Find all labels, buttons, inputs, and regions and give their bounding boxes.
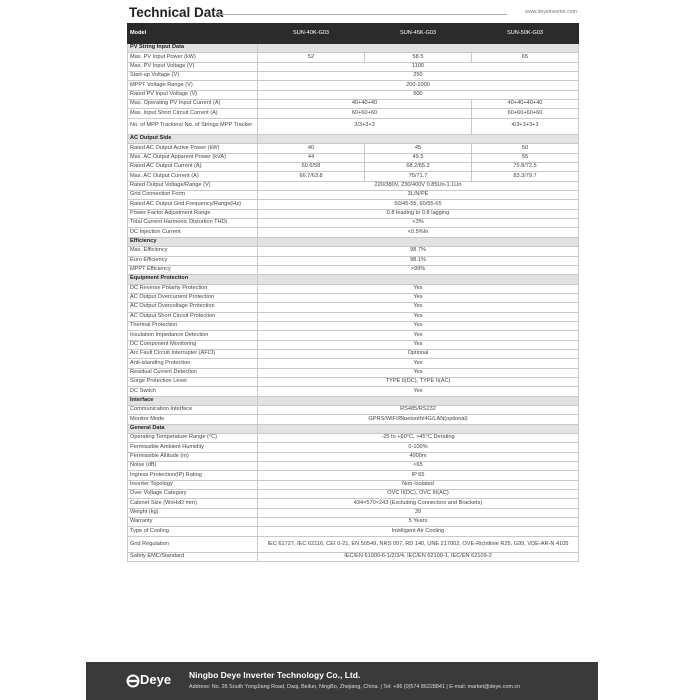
spec-label: Weight (kg) xyxy=(128,508,258,517)
spec-value: 75.8/72.5 xyxy=(472,163,579,172)
spec-row xyxy=(128,349,579,358)
spec-label: Max. Operating PV Input Current (A) xyxy=(128,100,258,109)
spec-value: 0-100% xyxy=(258,443,579,452)
spec-row xyxy=(128,303,579,312)
spec-value: 60+60+60+60 xyxy=(472,109,579,118)
spec-row xyxy=(128,321,579,330)
spec-label: Safety EMC/Standard xyxy=(128,553,258,562)
spec-value: 65 xyxy=(472,53,579,62)
spec-value: 98.1% xyxy=(258,256,579,265)
spec-value: 220/380V, 230/400V 0.85Un-1.1Un xyxy=(258,181,579,190)
spec-value: 83.3/79.7 xyxy=(472,172,579,181)
company-name: Ningbo Deye Inverter Technology Co., Ltd. xyxy=(189,670,361,680)
spec-value: Yes xyxy=(258,359,579,368)
spec-row xyxy=(128,181,579,190)
spec-value: Yes xyxy=(258,293,579,302)
spec-value: 40+40+40 xyxy=(258,100,472,109)
spec-value: <3% xyxy=(258,219,579,228)
spec-label: MPPT Voltage Range (V) xyxy=(128,81,258,90)
spec-value: -25 to +60°C, >45°C Derating xyxy=(258,434,579,443)
spec-label: Rated AC Output Grid Frequency/Range(Hz) xyxy=(128,200,258,209)
spec-label: DC Injection Current xyxy=(128,228,258,237)
spec-label: Max. PV Input Voltage (V) xyxy=(128,62,258,71)
spec-row xyxy=(128,81,579,90)
spec-value: 58.5 xyxy=(365,53,472,62)
spec-label: Rated PV Input Voltage (V) xyxy=(128,90,258,99)
spec-row xyxy=(128,443,579,452)
spec-value: Yes xyxy=(258,312,579,321)
section-fill xyxy=(258,237,579,246)
spec-row xyxy=(128,72,579,81)
spec-row xyxy=(128,90,579,99)
section-title: Efficiency xyxy=(128,237,258,246)
spec-value: 50 xyxy=(472,144,579,153)
spec-value: Intelligent Air Cooling xyxy=(258,527,579,536)
spec-row xyxy=(128,200,579,209)
spec-label: Start-up Voltage (V) xyxy=(128,72,258,81)
spec-label: Grid Connection Form xyxy=(128,191,258,200)
spec-value: Yes xyxy=(258,340,579,349)
spec-value: 55 xyxy=(472,153,579,162)
company-logo xyxy=(86,662,178,700)
spec-row xyxy=(128,62,579,71)
spec-row xyxy=(128,265,579,274)
spec-value: 49.5 xyxy=(365,153,472,162)
spec-label: Max. Efficiency xyxy=(128,247,258,256)
section-header-row xyxy=(128,424,579,433)
section-fill xyxy=(258,424,579,433)
spec-row xyxy=(128,377,579,386)
spec-row xyxy=(128,452,579,461)
spec-value: 4000m xyxy=(258,452,579,461)
spec-value: 1100 xyxy=(258,62,579,71)
spec-value: 3/3+3+3 xyxy=(258,118,472,134)
spec-row xyxy=(128,508,579,517)
spec-label: Insulation Impedance Detection xyxy=(128,331,258,340)
spec-label: Surge Protection Level xyxy=(128,377,258,386)
spec-label: Ingress Protection(IP) Rating xyxy=(128,471,258,480)
spec-row xyxy=(128,499,579,508)
model-header-row xyxy=(128,24,579,44)
spec-row xyxy=(128,209,579,218)
spec-value: <65 xyxy=(258,462,579,471)
technical-data-table xyxy=(127,23,579,562)
section-header-row xyxy=(128,135,579,144)
spec-row xyxy=(128,118,579,134)
spec-value: 40+40+40+40 xyxy=(472,100,579,109)
page-title: Technical Data xyxy=(129,5,224,20)
spec-value: 50/45-55, 60/55-65 xyxy=(258,200,579,209)
spec-label: AC Output Short Circuit Protection xyxy=(128,312,258,321)
spec-row xyxy=(128,331,579,340)
spec-label: Max. AC Output Current (A) xyxy=(128,172,258,181)
spec-row xyxy=(128,536,579,552)
spec-value: 39 xyxy=(258,508,579,517)
spec-row xyxy=(128,462,579,471)
spec-row xyxy=(128,387,579,396)
spec-label: Rated AC Output Current (A) xyxy=(128,163,258,172)
spec-value: Optional xyxy=(258,349,579,358)
spec-value: IP 65 xyxy=(258,471,579,480)
spec-value: Yes xyxy=(258,321,579,330)
section-title: Equipment Protection xyxy=(128,275,258,284)
spec-value: TYPE II(DC), TYPE II(AC) xyxy=(258,377,579,386)
spec-label: Anti-islanding Protection xyxy=(128,359,258,368)
spec-value: GPRS/WIFI/Bluetooth/4G/LAN(optional) xyxy=(258,415,579,424)
spec-row xyxy=(128,471,579,480)
spec-label: Warranty xyxy=(128,518,258,527)
model-name: SUN-45K-G03 xyxy=(365,24,472,44)
spec-row xyxy=(128,312,579,321)
section-fill xyxy=(258,44,579,53)
spec-label: Rated Output Voltage/Range (V) xyxy=(128,181,258,190)
section-title: General Data xyxy=(128,424,258,433)
spec-value: 75/71.7 xyxy=(365,172,472,181)
section-title: Interface xyxy=(128,396,258,405)
spec-label: DC Switch xyxy=(128,387,258,396)
spec-value: 60.6/58 xyxy=(258,163,365,172)
spec-row xyxy=(128,53,579,62)
spec-label: AC Output Overcurrent Protection xyxy=(128,293,258,302)
model-label: Model xyxy=(128,24,258,44)
section-fill xyxy=(258,135,579,144)
spec-value: 98.7% xyxy=(258,247,579,256)
spec-value: 3L/N/PE xyxy=(258,191,579,200)
spec-row xyxy=(128,109,579,118)
spec-value: Yes xyxy=(258,331,579,340)
spec-row xyxy=(128,359,579,368)
spec-value: Yes xyxy=(258,368,579,377)
spec-label: Monitor Mode xyxy=(128,415,258,424)
spec-row xyxy=(128,293,579,302)
spec-value: OVC II(DC), OVC III(AC) xyxy=(258,490,579,499)
section-header-row xyxy=(128,44,579,53)
spec-row xyxy=(128,100,579,109)
spec-row xyxy=(128,490,579,499)
spec-label: Max. AC Output Apparent Power (kVA) xyxy=(128,153,258,162)
spec-value: IEC 61727, IEC 62116, CEI 0-21, EN 50549, NRS 097, RD 140, UNE 217002, OVE-Richtlinie R25, G99, VDE-AR-N 4105 xyxy=(258,536,579,552)
spec-row xyxy=(128,553,579,562)
spec-value: Yes xyxy=(258,387,579,396)
spec-row xyxy=(128,518,579,527)
spec-row xyxy=(128,406,579,415)
spec-value: 200-1000 xyxy=(258,81,579,90)
spec-value: 44 xyxy=(258,153,365,162)
spec-row xyxy=(128,163,579,172)
spec-label: Type of Cooling xyxy=(128,527,258,536)
spec-row xyxy=(128,153,579,162)
spec-label: DC Component Monitoring xyxy=(128,340,258,349)
header-divider xyxy=(217,14,507,15)
website-url: www.deyeinverter.com xyxy=(525,9,577,15)
spec-label: Permissible Altitude (m) xyxy=(128,452,258,461)
spec-value: 52 xyxy=(258,53,365,62)
logo-text: Deye xyxy=(140,672,172,687)
spec-label: Residual Current Detection xyxy=(128,368,258,377)
section-fill xyxy=(258,396,579,405)
section-header-row xyxy=(128,396,579,405)
spec-value: >99% xyxy=(258,265,579,274)
spec-value: 66.7/63.8 xyxy=(258,172,365,181)
spec-row xyxy=(128,144,579,153)
spec-label: No. of MPP Trackers/ No. of Strings MPP Tracker xyxy=(128,118,258,134)
spec-label: MPPT Efficiency xyxy=(128,265,258,274)
spec-row xyxy=(128,172,579,181)
spec-value: 0.8 leading to 0.8 lagging xyxy=(258,209,579,218)
spec-row xyxy=(128,191,579,200)
spec-label: Max. PV Input Power (kW) xyxy=(128,53,258,62)
spec-value: 4/3+3+3+3 xyxy=(472,118,579,134)
spec-label: Power Factor Adjustment Range xyxy=(128,209,258,218)
spec-value: 68.2/65.2 xyxy=(365,163,472,172)
spec-value: 5 Years xyxy=(258,518,579,527)
spec-label: AC Output Overvoltage Protection xyxy=(128,303,258,312)
spec-value: Yes xyxy=(258,284,579,293)
spec-label: Noise (dB) xyxy=(128,462,258,471)
spec-value: 434×570×243 (Excluding Connectors and Brackets) xyxy=(258,499,579,508)
spec-label: Inverter Topology xyxy=(128,480,258,489)
page-footer xyxy=(86,662,598,700)
section-title: AC Output Side xyxy=(128,135,258,144)
spec-label: DC Reverse Polarity Protection xyxy=(128,284,258,293)
spec-label: Arc Fault Circuit Interrupter (AFCI) xyxy=(128,349,258,358)
spec-label: Max. Input Short Circuit Current (A) xyxy=(128,109,258,118)
spec-row xyxy=(128,228,579,237)
spec-row xyxy=(128,527,579,536)
spec-row xyxy=(128,415,579,424)
spec-value: Non-Isolated xyxy=(258,480,579,489)
spec-label: Total Current Harmonic Distortion THDi xyxy=(128,219,258,228)
spec-label: Permissible Ambient Humidity xyxy=(128,443,258,452)
spec-row xyxy=(128,219,579,228)
spec-row xyxy=(128,284,579,293)
spec-row xyxy=(128,247,579,256)
spec-value: 250 xyxy=(258,72,579,81)
spec-label: Operating Temperature Range (°C) xyxy=(128,434,258,443)
deye-logo-icon xyxy=(126,674,140,688)
section-header-row xyxy=(128,275,579,284)
spec-value: 60+60+60 xyxy=(258,109,472,118)
spec-value: 600 xyxy=(258,90,579,99)
model-name: SUN-40K-G03 xyxy=(258,24,365,44)
spec-label: Euro Efficiency xyxy=(128,256,258,265)
spec-value: 40 xyxy=(258,144,365,153)
spec-value: IEC/EN 61000-6-1/2/3/4, IEC/EN 62109-1, IEC/EN 62109-2 xyxy=(258,553,579,562)
spec-row xyxy=(128,368,579,377)
spec-value: <0.5%In xyxy=(258,228,579,237)
spec-label: Rated AC Output Active Power (kW) xyxy=(128,144,258,153)
spec-row xyxy=(128,256,579,265)
spec-value: Yes xyxy=(258,303,579,312)
spec-row xyxy=(128,340,579,349)
spec-row xyxy=(128,434,579,443)
contact-info: Address: No. 26 South YongJiang Road, Daqi, Beilun, NingBo, Zhejiang, China. | Tel: +86 (0)574 86228841 | E-mail: market@deye.com.cn xyxy=(189,684,521,690)
spec-label: Over Voltage Category xyxy=(128,490,258,499)
spec-label: Thermal Protection xyxy=(128,321,258,330)
spec-label: Cabinet Size (WxHxD mm) xyxy=(128,499,258,508)
section-fill xyxy=(258,275,579,284)
spec-row xyxy=(128,480,579,489)
spec-value: RS485/RS232 xyxy=(258,406,579,415)
spec-label: Communication Interface xyxy=(128,406,258,415)
section-title: PV String Input Data xyxy=(128,44,258,53)
model-name: SUN-50K-G03 xyxy=(472,24,579,44)
spec-label: Grid Regulation xyxy=(128,536,258,552)
section-header-row xyxy=(128,237,579,246)
spec-value: 45 xyxy=(365,144,472,153)
